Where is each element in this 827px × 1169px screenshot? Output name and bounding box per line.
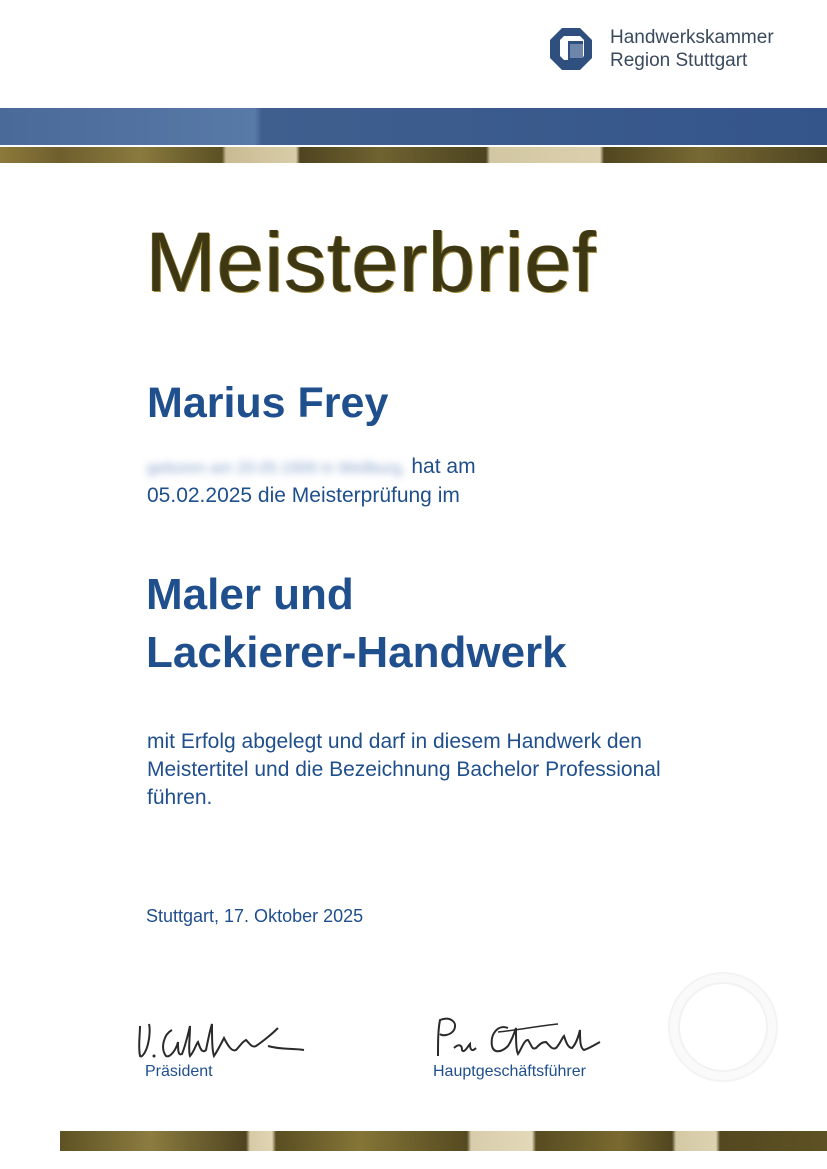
craft-name-line1: Maler und <box>146 570 354 619</box>
organization-logo <box>550 26 774 72</box>
hwk-cube-logo-icon <box>550 28 592 70</box>
recipient-name: Marius Frey <box>147 379 389 427</box>
managing-director-role-label: Hauptgeschäftsführer <box>433 1063 586 1080</box>
redacted-birth-details: geboren am 20.05.1999 in Weilburg, <box>147 460 406 477</box>
president-signature <box>132 1014 312 1062</box>
birth-info-line <box>147 453 476 483</box>
statement-line2: Meistertitel und die Bezeichnung Bachelor Professional <box>147 758 661 781</box>
statement-line3: führen. <box>147 786 213 809</box>
organization-name-line1: Handwerkskammer <box>610 27 774 48</box>
certification-statement <box>147 728 737 812</box>
embossed-seal <box>668 972 778 1082</box>
managing-director-signature-block <box>428 1010 648 1082</box>
exam-date-line: 05.02.2025 die Meisterprüfung im <box>147 484 460 507</box>
organization-name <box>610 26 774 72</box>
place-and-date: Stuttgart, 17. Oktober 2025 <box>146 906 364 926</box>
blue-header-band <box>0 108 827 145</box>
birth-line-suffix: hat am <box>405 455 476 478</box>
craft-name-line2: Lackierer-Handwerk <box>146 628 567 677</box>
craft-name <box>146 566 567 682</box>
gold-footer-band <box>60 1131 827 1151</box>
statement-line1: mit Erfolg abgelegt und darf in diesem Handwerk den <box>147 730 642 753</box>
organization-name-line2: Region Stuttgart <box>610 50 748 71</box>
gold-header-band <box>0 147 827 163</box>
managing-director-signature <box>428 1010 628 1062</box>
president-role-label: Präsident <box>145 1063 213 1080</box>
president-signature-block <box>132 1014 332 1082</box>
certificate-title: Meisterbrief <box>146 215 597 309</box>
